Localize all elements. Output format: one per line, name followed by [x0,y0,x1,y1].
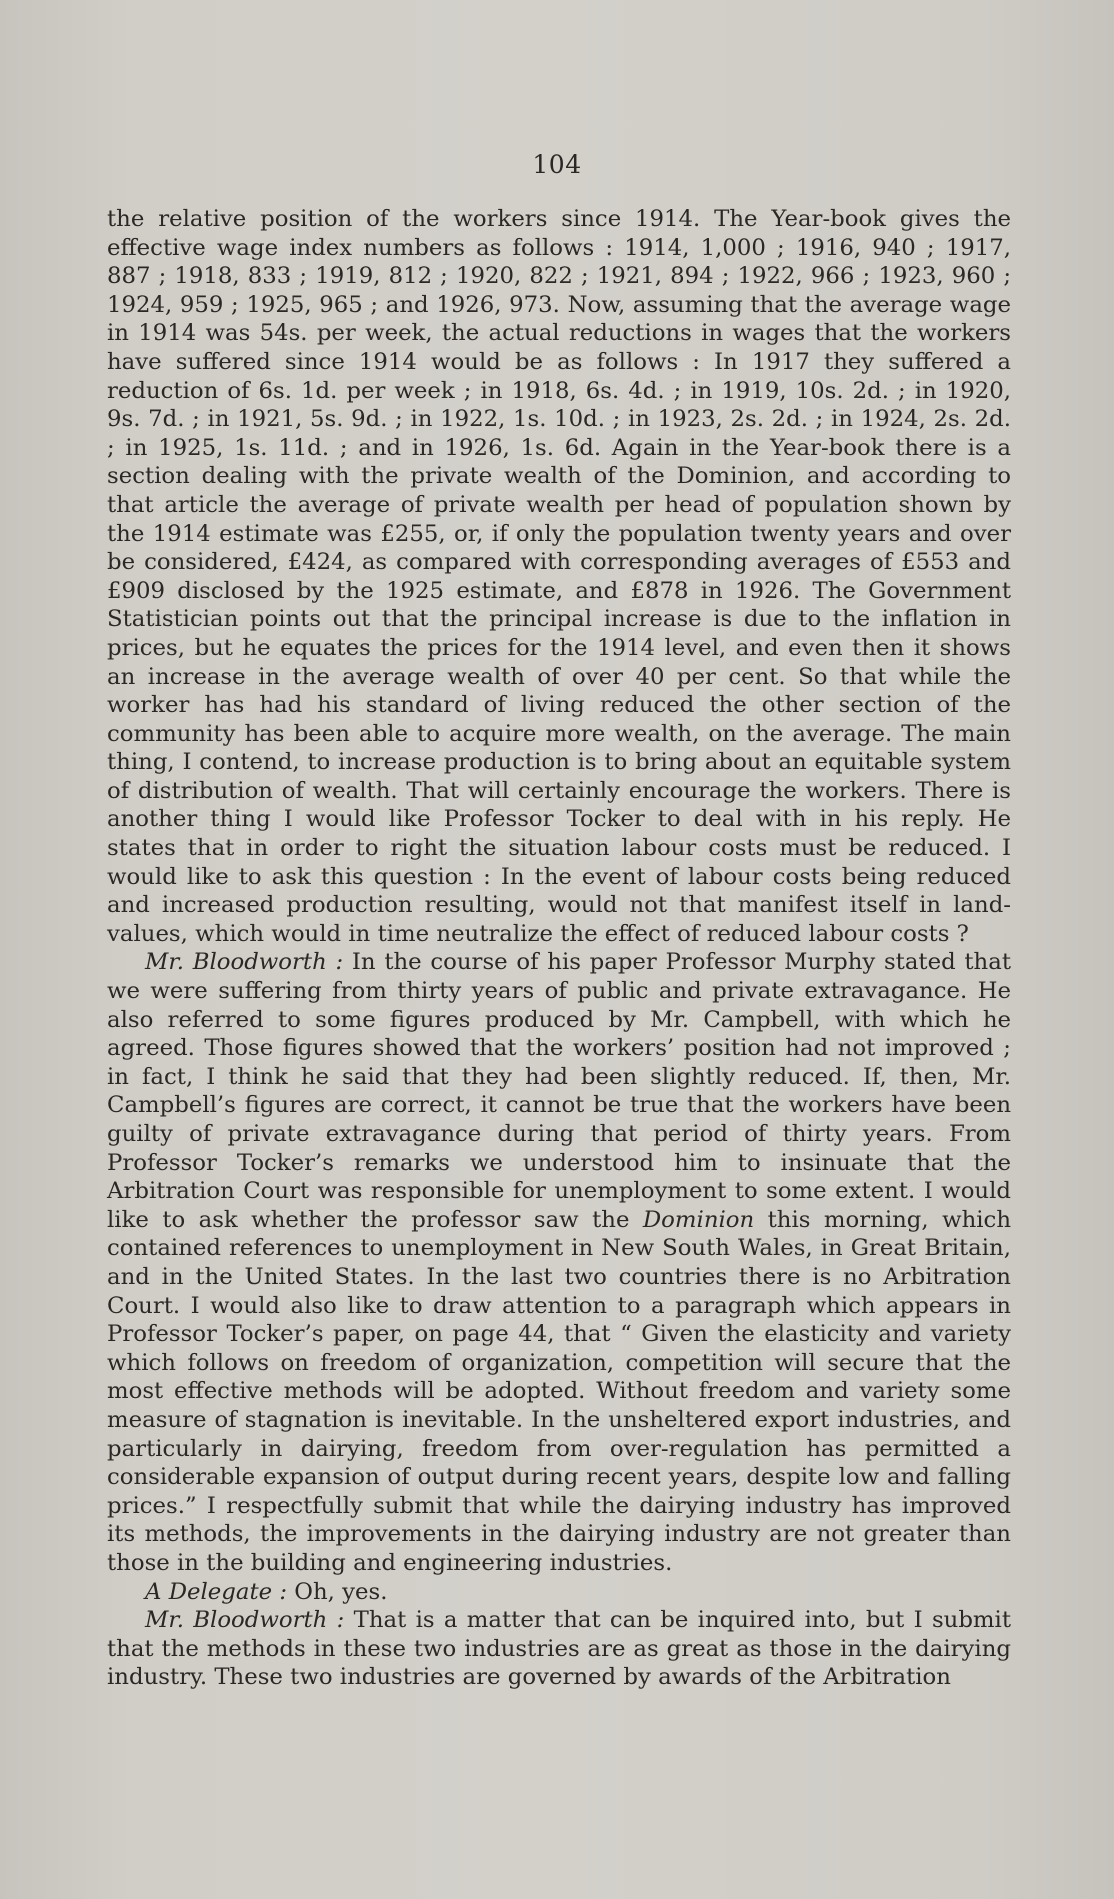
paragraph-2-text-part-1: In the course of his paper Professor Murphy stated that we were suffering from thirty years of public and private extravagance. He also referred to some figures produced by Mr. Campbell, with which he agreed. Those figures showed that the workers’ position had not improved ; in fact, I think he said that they had been slightly reduced. If, then, Mr. Campbell’s figures are correct, it cannot be true that the workers have been guilty of private extravagance during that period of thirty years. From Professor Tocker’s remarks we understood him to insinuate that the Arbitration Court was responsible for unemployment to some extent. I would like to ask whether the professor saw the [107,949,1011,1233]
paragraph-3 [107,1578,1011,1607]
italic-word-dominion: Dominion [642,1206,755,1233]
paragraph-4 [107,1606,1011,1692]
paragraph-4-text: That is a matter that can be inquired into, but I submit that the methods in these two industries are as great as those in the dairying industry. These two industries are governed by awards of the Arbitration [107,1607,1011,1691]
paragraph-3-text: Oh, yes. [287,1578,388,1605]
paragraph-1 [107,205,1011,948]
paragraph-2 [107,948,1011,1577]
paragraph-1-text: the relative position of the workers since 1914. The Year-book gives the effective wage index numbers as follows : 1914, 1,000 ; 1916, 940 ; 1917, 887 ; 1918, 833 ; 1919, 812 ; 1920, 822 ; 1921, 894 ; 1922, 966 ; 1923, 960 ; 1924, 959 ; 1925, 965 ; and 1926, 973. Now, assuming that the average wage in 1914 was 54s. per week, the actual reductions in wages that the workers have suffered since 1914 would be as follows : In 1917 they suffered a reduction of 6s. 1d. per week ; in 1918, 6s. 4d. ; in 1919, 10s. 2d. ; in 1920, 9s. 7d. ; in 1921, 5s. 9d. ; in 1922, 1s. 10d. ; in 1923, 2s. 2d. ; in 1924, 2s. 2d. ; in 1925, 1s. 11d. ; and in 1926, 1s. 6d. Again in the Year-book there is a section dealing with the private wealth of the Dominion, and according to that article the average of private wealth per head of population shown by the 1914 estimate was £255, or, if only the population twenty years and over be considered, £424, as compared with corresponding averages of £553 and £909 disclosed by the 1925 estimate, and £878 in 1926. The Government Statistician points out that the principal increase is due to the inflation in prices, but he equates the prices for the 1914 level, and even then it shows an increase in the average wealth of over 40 per cent. So that while the worker has had his standard of living reduced the other section of the community has been able to acquire more wealth, on the average. The main thing, I contend, to increase production is to bring about an equitable system of distribution of wealth. That will certainly encourage the workers. There is another thing I would like Professor Tocker to deal with in his reply. He states that in order to right the situation labour costs must be reduced. I would like to ask this question : In the event of labour costs being reduced and increased production resulting, would not that manifest itself in land-values, which would in time neutralize the effect of reduced labour costs ? [107,206,1011,947]
page-number: 104 [532,150,582,179]
speaker-name: Mr. Bloodworth : [145,1607,345,1634]
speaker-name: A Delegate : [145,1578,288,1605]
body-text [107,205,1011,1692]
paragraph-2-text-part-2: this morning, which contained references to unemployment in New South Wales, in Great Britain, and in the United States. In the last two countries there is no Arbitration Court. I would also like to draw attention to a paragraph which appears in Professor Tocker’s paper, on page 44, that “ Given the elasticity and variety which follows on freedom of organization, competition will secure that the most effective methods will be adopted. Without freedom and variety some measure of stagnation is inevitable. In the unsheltered export industries, and particularly in dairying, freedom from over-regulation has permitted a considerable expansion of output during recent years, despite low and falling prices.” I respectfully submit that while the dairying industry has improved its methods, the improvements in the dairying industry are not greater than those in the building and engineering industries. [107,1206,1012,1576]
speaker-name: Mr. Bloodworth : [145,949,344,976]
